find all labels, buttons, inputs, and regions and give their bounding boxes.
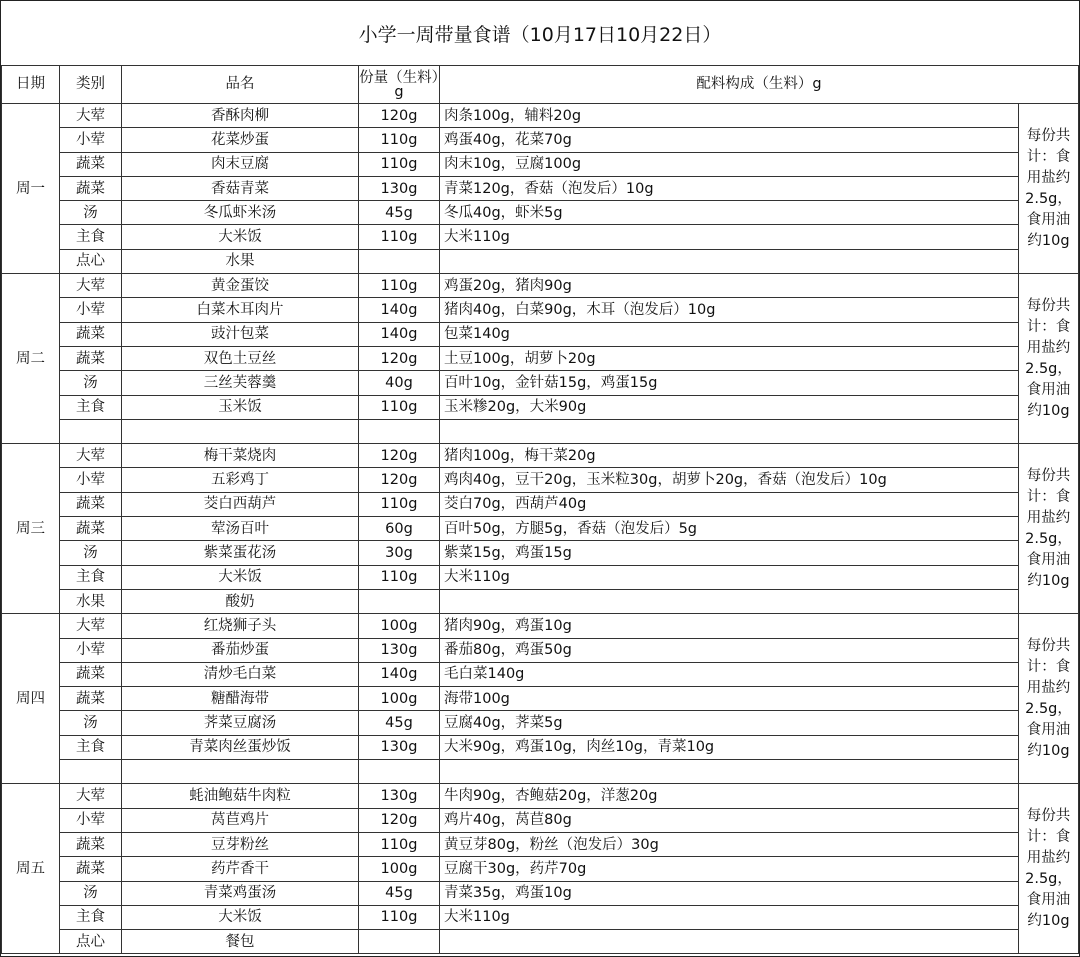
dish-cell: 白菜木耳肉片 [122,298,359,322]
ingredients-cell: 肉末10g，豆腐100g [440,152,1019,176]
portion-cell: 110g [359,152,440,176]
dish-cell: 肉末豆腐 [122,152,359,176]
ingredients-cell: 玉米糁20g，大米90g [440,395,1019,419]
category-cell: 汤 [60,371,122,395]
table-row [2,565,1079,589]
category-cell: 汤 [60,881,122,905]
portion-cell: 45g [359,711,440,735]
category-cell: 小荤 [60,468,122,492]
portion-cell: 110g [359,225,440,249]
portion-cell: 110g [359,492,440,516]
ingredients-cell: 紫菜15g，鸡蛋15g [440,541,1019,565]
day-label: 周一 [2,104,60,274]
category-cell [60,419,122,443]
portion-cell: 100g [359,614,440,638]
dish-cell: 餐包 [122,930,359,954]
table-row [2,881,1079,905]
dish-cell [122,760,359,784]
dish-cell: 豆芽粉丝 [122,832,359,856]
portion-cell: 140g [359,322,440,346]
portion-cell: 110g [359,832,440,856]
ingredients-cell: 牛肉90g，杏鲍菇20g，洋葱20g [440,784,1019,808]
category-cell: 蔬菜 [60,152,122,176]
table-row [2,905,1079,929]
dish-cell: 香酥肉柳 [122,104,359,128]
portion-cell [359,760,440,784]
category-cell: 水果 [60,589,122,613]
dish-cell: 药芹香干 [122,857,359,881]
ingredients-cell: 鸡蛋40g，花菜70g [440,128,1019,152]
category-cell: 汤 [60,201,122,225]
table-row [2,444,1079,468]
table-row [2,104,1079,128]
page-title: 小学一周带量食谱（10月17日10月22日） [1,1,1079,66]
table-row [2,808,1079,832]
table-row [2,249,1079,273]
category-cell: 小荤 [60,298,122,322]
table-row [2,760,1079,784]
category-cell: 主食 [60,395,122,419]
dish-cell: 青菜肉丝蛋炒饭 [122,735,359,759]
category-cell: 大荤 [60,104,122,128]
table-row [2,274,1079,298]
menu-body [2,104,1079,954]
table-row [2,395,1079,419]
ingredients-cell: 青菜120g，香菇（泡发后）10g [440,176,1019,200]
portion-cell: 120g [359,468,440,492]
table-row [2,687,1079,711]
portion-cell: 100g [359,857,440,881]
category-cell: 大荤 [60,784,122,808]
table-row [2,176,1079,200]
day-label: 周四 [2,614,60,784]
portion-cell [359,249,440,273]
ingredients-cell: 毛白菜140g [440,662,1019,686]
table-row [2,541,1079,565]
portion-cell: 120g [359,104,440,128]
nutrition-note: 每份共计：食用盐约2.5g，食用油约10g [1019,274,1079,444]
ingredients-cell: 鸡片40g，莴苣80g [440,808,1019,832]
day-label: 周五 [2,784,60,954]
category-cell: 主食 [60,565,122,589]
dish-cell: 梅干菜烧肉 [122,444,359,468]
dish-cell: 花菜炒蛋 [122,128,359,152]
nutrition-note: 每份共计：食用盐约2.5g，食用油约10g [1019,104,1079,274]
table-row [2,346,1079,370]
dish-cell: 茭白西葫芦 [122,492,359,516]
category-cell: 汤 [60,711,122,735]
category-cell: 蔬菜 [60,832,122,856]
dish-cell: 豉汁包菜 [122,322,359,346]
table-row [2,371,1079,395]
portion-cell [359,589,440,613]
dish-cell: 玉米饭 [122,395,359,419]
ingredients-cell [440,760,1019,784]
dish-cell: 五彩鸡丁 [122,468,359,492]
ingredients-cell: 豆腐干30g，药芹70g [440,857,1019,881]
dish-cell: 三丝芙蓉羹 [122,371,359,395]
dish-cell: 大米饭 [122,905,359,929]
ingredients-cell [440,249,1019,273]
ingredients-cell: 肉条100g，辅料20g [440,104,1019,128]
portion-cell [359,419,440,443]
ingredients-cell: 鸡蛋20g，猪肉90g [440,274,1019,298]
portion-cell: 140g [359,298,440,322]
dish-cell: 大米饭 [122,225,359,249]
portion-cell: 120g [359,808,440,832]
portion-cell: 130g [359,176,440,200]
table-row [2,322,1079,346]
table-row [2,784,1079,808]
dish-cell: 糖醋海带 [122,687,359,711]
header-category: 类别 [60,66,122,104]
ingredients-cell [440,419,1019,443]
portion-cell: 120g [359,346,440,370]
table-row [2,492,1079,516]
table-row [2,128,1079,152]
table-row [2,857,1079,881]
category-cell: 汤 [60,541,122,565]
category-cell: 点心 [60,930,122,954]
category-cell: 主食 [60,735,122,759]
category-cell: 蔬菜 [60,687,122,711]
table-row [2,711,1079,735]
category-cell: 蔬菜 [60,857,122,881]
category-cell: 主食 [60,905,122,929]
ingredients-cell: 猪肉100g，梅干菜20g [440,444,1019,468]
header-row [2,66,1079,104]
table-row [2,468,1079,492]
dish-cell: 红烧狮子头 [122,614,359,638]
dish-cell: 冬瓜虾米汤 [122,201,359,225]
ingredients-cell: 豆腐40g，荠菜5g [440,711,1019,735]
nutrition-note: 每份共计：食用盐约2.5g，食用油约10g [1019,614,1079,784]
portion-cell: 40g [359,371,440,395]
portion-cell: 120g [359,444,440,468]
dish-cell [122,419,359,443]
dish-cell: 荠菜豆腐汤 [122,711,359,735]
portion-cell: 130g [359,638,440,662]
ingredients-cell: 大米110g [440,565,1019,589]
dish-cell: 莴苣鸡片 [122,808,359,832]
portion-cell: 130g [359,735,440,759]
portion-cell: 140g [359,662,440,686]
dish-cell: 青菜鸡蛋汤 [122,881,359,905]
ingredients-cell: 百叶50g，方腿5g，香菇（泡发后）5g [440,517,1019,541]
portion-cell: 100g [359,687,440,711]
category-cell [60,760,122,784]
category-cell: 蔬菜 [60,346,122,370]
portion-cell [359,930,440,954]
menu-table [1,65,1079,954]
table-row [2,614,1079,638]
dish-cell: 紫菜蛋花汤 [122,541,359,565]
ingredients-cell: 包菜140g [440,322,1019,346]
ingredients-cell: 猪肉90g，鸡蛋10g [440,614,1019,638]
portion-cell: 45g [359,881,440,905]
header-dish: 品名 [122,66,359,104]
table-row [2,225,1079,249]
table-row [2,298,1079,322]
ingredients-cell: 百叶10g，金针菇15g，鸡蛋15g [440,371,1019,395]
dish-cell: 酸奶 [122,589,359,613]
portion-cell: 110g [359,395,440,419]
ingredients-cell: 大米110g [440,225,1019,249]
ingredients-cell: 大米110g [440,905,1019,929]
day-label: 周二 [2,274,60,444]
day-label: 周三 [2,444,60,614]
ingredients-cell: 猪肉40g，白菜90g，木耳（泡发后）10g [440,298,1019,322]
dish-cell: 清炒毛白菜 [122,662,359,686]
ingredients-cell: 番茄80g，鸡蛋50g [440,638,1019,662]
category-cell: 蔬菜 [60,517,122,541]
header-portion: 份量（生料）g [359,66,440,104]
ingredients-cell: 黄豆芽80g，粉丝（泡发后）30g [440,832,1019,856]
portion-cell: 30g [359,541,440,565]
table-row [2,419,1079,443]
ingredients-cell [440,930,1019,954]
dish-cell: 大米饭 [122,565,359,589]
ingredients-cell: 青菜35g，鸡蛋10g [440,881,1019,905]
ingredients-cell: 鸡肉40g，豆干20g，玉米粒30g，胡萝卜20g，香菇（泡发后）10g [440,468,1019,492]
ingredients-cell [440,589,1019,613]
ingredients-cell: 土豆100g，胡萝卜20g [440,346,1019,370]
portion-cell: 45g [359,201,440,225]
table-row [2,589,1079,613]
ingredients-cell: 冬瓜40g，虾米5g [440,201,1019,225]
nutrition-note: 每份共计：食用盐约2.5g，食用油约10g [1019,444,1079,614]
category-cell: 蔬菜 [60,322,122,346]
table-row [2,201,1079,225]
category-cell: 点心 [60,249,122,273]
header-ingredients: 配料构成（生料）g [440,66,1079,104]
dish-cell: 水果 [122,249,359,273]
ingredients-cell: 海带100g [440,687,1019,711]
portion-cell: 110g [359,128,440,152]
nutrition-note: 每份共计：食用盐约2.5g，食用油约10g [1019,784,1079,954]
category-cell: 小荤 [60,638,122,662]
portion-cell: 130g [359,784,440,808]
category-cell: 蔬菜 [60,176,122,200]
category-cell: 主食 [60,225,122,249]
category-cell: 蔬菜 [60,662,122,686]
table-row [2,152,1079,176]
table-row [2,517,1079,541]
category-cell: 蔬菜 [60,492,122,516]
table-row [2,832,1079,856]
portion-cell: 60g [359,517,440,541]
dish-cell: 黄金蛋饺 [122,274,359,298]
dish-cell: 双色土豆丝 [122,346,359,370]
header-date: 日期 [2,66,60,104]
table-row [2,662,1079,686]
category-cell: 大荤 [60,274,122,298]
ingredients-cell: 大米90g，鸡蛋10g，肉丝10g，青菜10g [440,735,1019,759]
table-row [2,930,1079,954]
portion-cell: 110g [359,905,440,929]
table-row [2,638,1079,662]
ingredients-cell: 茭白70g，西葫芦40g [440,492,1019,516]
category-cell: 大荤 [60,444,122,468]
dish-cell: 蚝油鲍菇牛肉粒 [122,784,359,808]
category-cell: 小荤 [60,808,122,832]
category-cell: 大荤 [60,614,122,638]
dish-cell: 香菇青菜 [122,176,359,200]
dish-cell: 荤汤百叶 [122,517,359,541]
table-row [2,735,1079,759]
category-cell: 小荤 [60,128,122,152]
portion-cell: 110g [359,274,440,298]
dish-cell: 番茄炒蛋 [122,638,359,662]
portion-cell: 110g [359,565,440,589]
